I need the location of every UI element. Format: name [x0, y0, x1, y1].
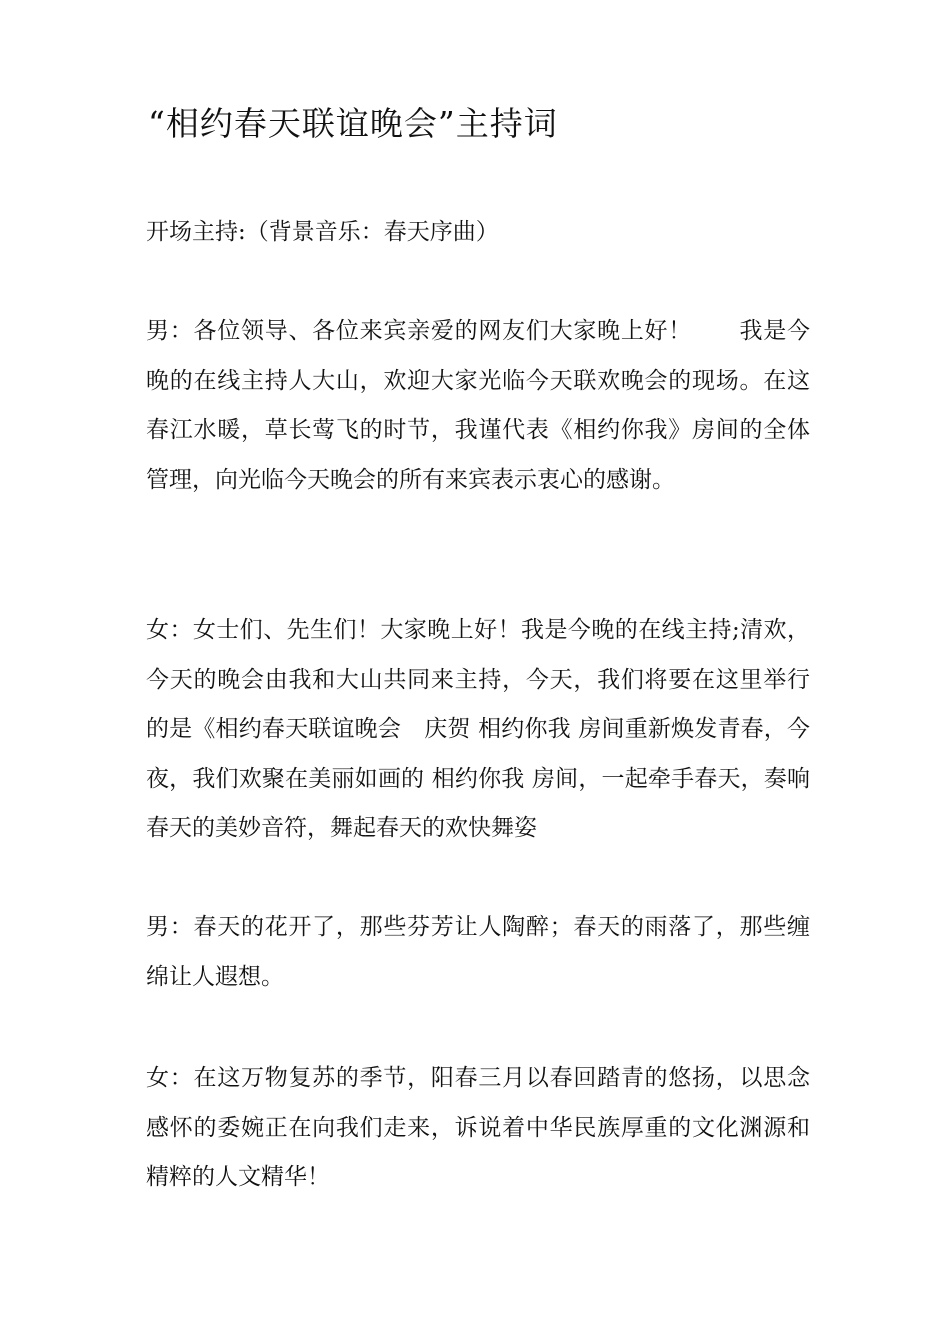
paragraph-female-season: 女：在这万物复苏的季节，阳春三月以春回踏青的悠扬，以思念感怀的委婉正在向我们走来，诉说着中华民族厚重的文化渊源和精粹的人文精华！: [146, 1065, 810, 1190]
paragraph-female-welcome: 女：女士们、先生们！大家晚上好！我是今晚的在线主持;清欢，今天的晚会由我和大山共同来主持，今天，我们将要在这里举行的是《相约春天联谊晚会 庆贺 相约你我 房间重新焕发青春，今夜，我们欢聚在美丽如画的 相约你我 房间，一起牵手春天，奏响春天的美妙音符，舞起春天的欢快舞姿: [146, 617, 810, 841]
paragraph-male-spring: 男：春天的花开了，那些芬芳让人陶醉；春天的雨落了，那些缠绵让人遐想。: [146, 914, 810, 990]
opening-line: 开场主持:（背景音乐：春天序曲）: [146, 219, 499, 245]
paragraph-male-welcome: 男：各位领导、各位来宾亲爱的网友们大家晚上好！ 我是今晚的在线主持人大山，欢迎大家光临今天联欢晚会的现场。在这春江水暖，草长莺飞的时节，我谨代表《相约你我》房间的全体管理，向光临今天晚会的所有来宾表示衷心的感谢。: [146, 318, 810, 493]
document-title: “相约春天联谊晚会”主持词: [148, 104, 558, 143]
